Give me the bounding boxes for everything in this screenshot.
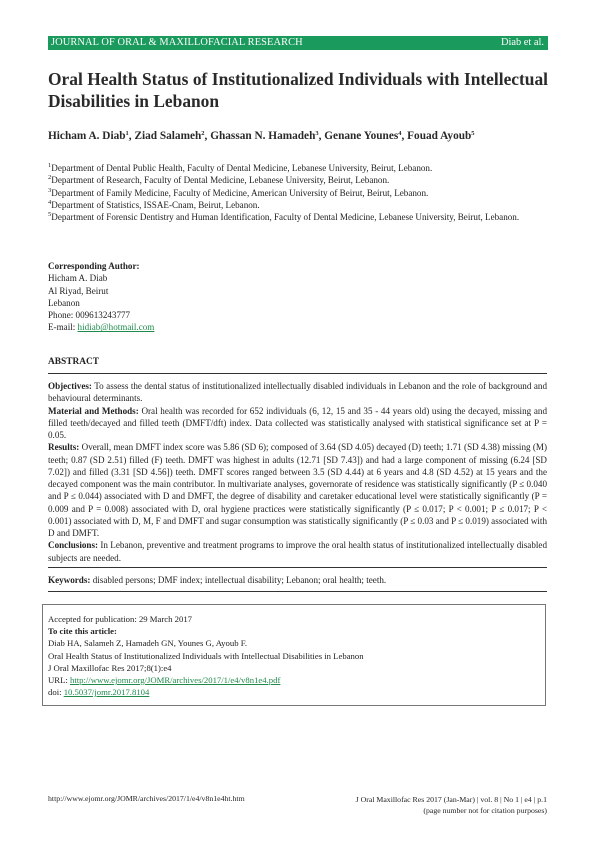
abstract-objectives: Objectives: To assess the dental status of institutionalized intellectually disabled individuals in Lebanon and the role of background and behavioural determinants. <box>48 381 547 404</box>
author: Ghassan N. Hamadeh$^3$, <box>210 130 325 142</box>
abstract-conclusions: Conclusions: In Lebanon, preventive and treatment programs to improve the oral health status of institutionalized intellectually disabled subjects are needed. <box>48 540 547 563</box>
running-author: Diab et al. <box>501 37 544 48</box>
journal-name: JOURNAL OF ORAL & MAXILLOFACIAL RESEARCH <box>51 37 303 48</box>
cite-url: URL: http://www.ejomr.org/JOMR/archives/2017/1/e4/v8n1e4.pdf <box>48 675 281 686</box>
corresponding-author <box>48 260 348 334</box>
affiliation: $^4$Department of Statistics, ISSAE-Cnam, Beirut, Lebanon. <box>48 198 260 210</box>
footer-url: http://www.ejomr.org/JOMR/archives/2017/1/e4/v8n1e4ht.htm <box>48 794 245 803</box>
abstract-body <box>48 380 547 564</box>
corresponding-email: E-mail: hidiab@hotmail.com <box>48 322 155 333</box>
affiliations <box>48 162 548 223</box>
url-link[interactable]: http://www.ejomr.org/JOMR/archives/2017/1/e4/v8n1e4.pdf <box>69 675 281 686</box>
keywords-bottom-rule <box>48 591 547 592</box>
footer-volume: J Oral Maxillofac Res 2017 (Jan-Mar) | vol. 8 | No 1 | e4 | p.1 <box>355 795 547 804</box>
abstract-top-rule <box>48 373 547 374</box>
corresponding-phone: Phone: 009613243777 <box>48 310 131 321</box>
citation-info <box>48 613 543 698</box>
affiliation: $^2$Department of Research, Faculty of Dental Medicine, Lebanese University, Beirut, Lebanon. <box>48 174 390 186</box>
author: Hicham A. Diab$^1$, <box>48 130 135 142</box>
corresponding-name: Hicham A. Diab <box>48 273 108 284</box>
journal-header-bar <box>48 36 548 50</box>
doi-link[interactable]: 10.5037/jomr.2017.8104 <box>63 687 150 698</box>
corresponding-heading: Corresponding Author: <box>48 261 140 271</box>
cite-heading: To cite this article: <box>48 626 117 637</box>
abstract-results: Results: Overall, mean DMFT index score was 5.86 (SD 6); composed of 3.64 (SD 4.05) decayed (D) teeth; 1.71 (SD 4.38) missing (M) teeth; 0.87 (SD 2.51) filled (F) teeth. DMFT was highest in adults (12.71 [SD 7.43]) and had a large component of missing (6.24 [SD 7.02]) and filled (3.31 [SD 4.56]) teeth. DMFT scores ranged between 3.5 (SD 4.44) at 6 years and 4.8 (SD 4.52) at 15 years and the decayed component was the main contributor. In multivariate analyses, governorate of residence was statistically significantly (P ≤ 0.040 and P ≤ 0.044) associated with D and DMFT, the degree of disability and caretaker educational level were statistically significantly (P = 0.009 and P = 0.008) associated with D, oral hygiene practices were statistically significantly (P ≤ 0.017; P < 0.001; P ≤ 0.017; P < 0.001) associated with D, M, F and DMFT and sugar consumption was statistically significantly (P ≤ 0.03 and P ≤ 0.019) associated with D and DMFT. <box>48 442 547 538</box>
abstract-heading: ABSTRACT <box>48 357 100 367</box>
cite-doi: doi: 10.5037/jomr.2017.8104 <box>48 687 150 698</box>
keywords: Keywords: disabled persons; DMF index; intellectual disability; Lebanon; oral health; teeth. <box>48 575 387 585</box>
cite-title: Oral Health Status of Institutionalized Individuals with Intellectual Disabilities in Lebanon <box>48 650 364 661</box>
cite-authors: Diab HA, Salameh Z, Hamadeh GN, Younes G, Ayoub F. <box>48 638 248 649</box>
author-list <box>48 130 548 142</box>
corresponding-address: Al Riyad, Beirut <box>48 285 109 296</box>
affiliation: $^5$Department of Forensic Dentistry and Human Identification, Faculty of Dental Medicine, Lebanese University, Beirut, Lebanon. <box>48 211 520 223</box>
footer-journal-info <box>356 794 547 816</box>
article-title: Oral Health Status of Institutionalized Individuals with Intellectual Disabilities in Lebanon <box>48 69 548 111</box>
cite-journal: J Oral Maxillofac Res 2017;8(1):e4 <box>48 662 172 673</box>
email-link[interactable]: hidiab@hotmail.com <box>77 322 155 333</box>
abstract-methods: Material and Methods: Oral health was recorded for 652 individuals (6, 12, 15 and 35 - 44 years old) using the decayed, missing and filled teeth/decayed and filled teeth (DMFT/dft) index. Data collected was statistically analysed with statistical significance set at P = 0.05. <box>48 405 547 440</box>
accepted-date: Accepted for publication: 29 March 2017 <box>48 614 193 624</box>
affiliation: $^1$Department of Dental Public Health, Faculty of Dental Medicine, Lebanese University, Beirut, Lebanon. <box>48 162 433 173</box>
corresponding-country: Lebanon <box>48 297 80 308</box>
author: Fouad Ayoub$^5$ <box>407 130 475 142</box>
author: Genane Younes$^4$, <box>324 130 408 142</box>
footer-note: (page number not for citation purposes) <box>423 806 547 815</box>
author: Ziad Salameh$^2$, <box>134 130 211 142</box>
affiliation: $^3$Department of Family Medicine, Faculty of Medicine, American University of Beirut, Beirut, Lebanon. <box>48 186 429 198</box>
keywords-top-rule <box>48 567 547 568</box>
